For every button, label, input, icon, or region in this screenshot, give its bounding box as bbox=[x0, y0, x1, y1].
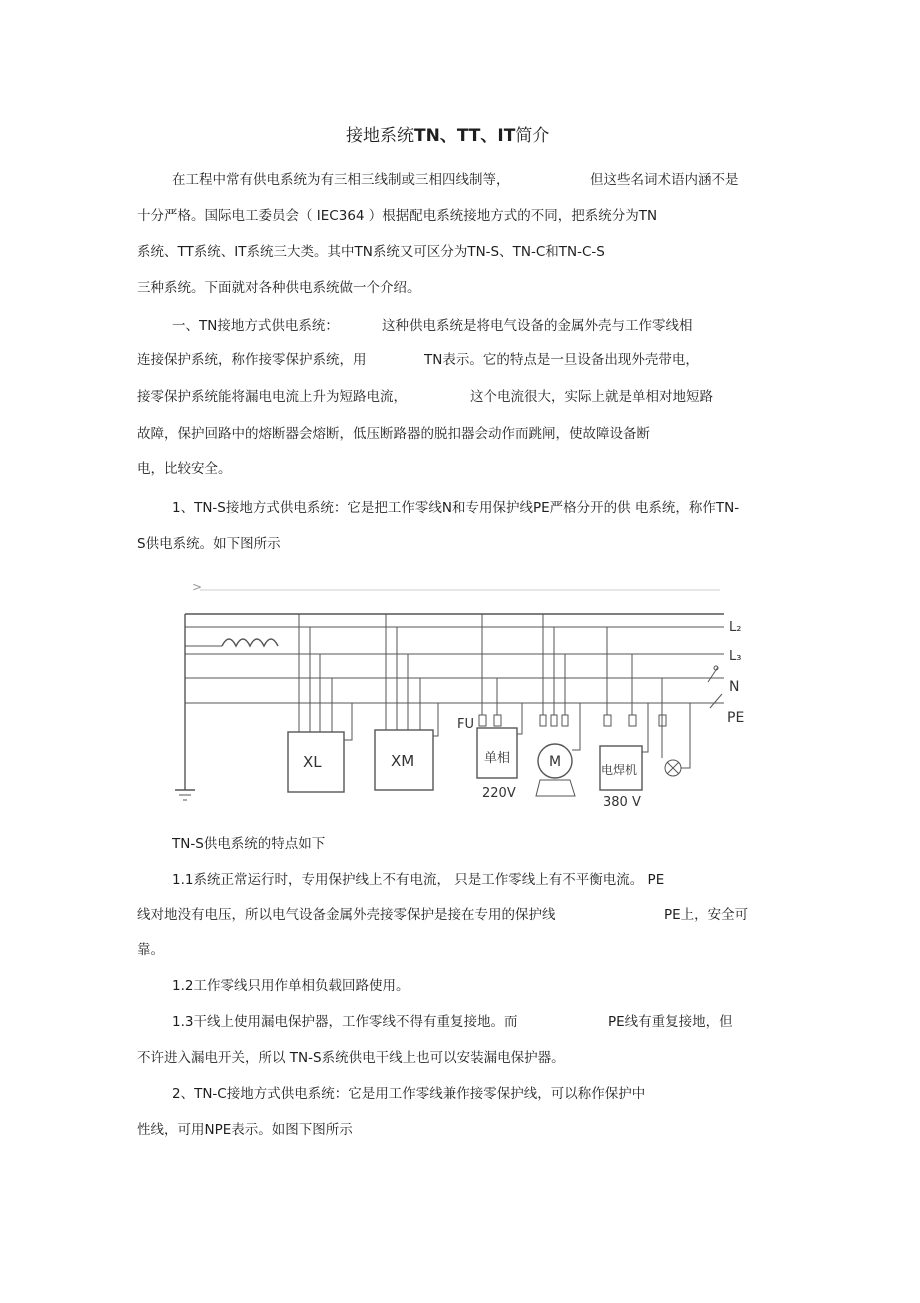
tns-heading: TN-S供电系统的特点如下 bbox=[172, 836, 326, 852]
intro-line-4: 三种系统。下面就对各种供电系统做一个介绍。 bbox=[137, 280, 421, 296]
intro-line-1a: 在工程中常有供电系统为有三相三线制或三相四线制等， bbox=[172, 172, 510, 188]
label-220v: 220V bbox=[482, 786, 516, 801]
lamp-pe-lead bbox=[681, 703, 690, 768]
welder-fuse-2 bbox=[629, 715, 636, 726]
single-phase-fuse-2 bbox=[494, 715, 501, 726]
n-break-mark bbox=[708, 667, 718, 682]
sec1-line-1a: 一、TN接地方式供电系统： bbox=[172, 318, 339, 334]
motor-base bbox=[536, 780, 575, 796]
label-n: N bbox=[729, 679, 740, 695]
tns-1-2: 1.2工作零线只用作单相负载回路使用。 bbox=[172, 978, 410, 994]
diagram-top-mark: > bbox=[192, 580, 203, 594]
sec1-line-5: 电，比较安全。 bbox=[137, 461, 232, 477]
label-380v: 380 V bbox=[603, 795, 641, 810]
title-suffix: 简介 bbox=[515, 126, 550, 146]
title-codes: TN、TT、IT bbox=[414, 126, 516, 146]
welder-pe-lead bbox=[642, 703, 648, 752]
label-l3: L₃ bbox=[729, 649, 742, 664]
xl-pe-lead bbox=[344, 703, 352, 740]
motor-fuse-2 bbox=[551, 715, 557, 726]
sec1-line-4: 故障，保护回路中的熔断器会熔断，低压断路器的脱扣器会动作而跳闸，使故障设备断 bbox=[137, 426, 650, 442]
intro-line-1b: 但这些名词术语内涵不是 bbox=[590, 172, 739, 188]
label-motor: M bbox=[549, 754, 562, 770]
sec1-line-3b: 这个电流很大，实际上就是单相对地短路 bbox=[470, 389, 713, 405]
label-welder: 电焊机 bbox=[601, 763, 638, 777]
sec2-line-1: 2、TN-C接地方式供电系统：它是用工作零线兼作接零保护线，可以称作保护中 bbox=[172, 1086, 646, 1102]
intro-line-2: 十分严格。国际电工委员会（ IEC364 ）根据配电系统接地方式的不同，把系统分为TN bbox=[137, 208, 658, 224]
tns-1-3-line-1b: PE线有重复接地，但 bbox=[608, 1014, 733, 1030]
tns-1-3-line-2: 不许进入漏电开关，所以 TN-S系统供电干线上也可以安装漏电保护器。 bbox=[137, 1050, 565, 1066]
page-title bbox=[346, 126, 549, 146]
single-phase-pe-lead bbox=[517, 703, 522, 734]
label-xm: XM bbox=[391, 752, 415, 770]
sec11-line-1: 1、TN-S接地方式供电系统：它是把工作零线N和专用保护线PE严格分开的供 电系统，称作TN- bbox=[172, 500, 740, 516]
intro-line-3: 系统、TT系统、IT系统三大类。其中TN系统又可区分为TN-S、TN-C和TN-C-S bbox=[137, 244, 605, 260]
tns-1-1-line-2b: PE上，安全可 bbox=[664, 907, 749, 923]
single-phase-fuse-1 bbox=[479, 715, 486, 726]
tns-1-1-line-3: 靠。 bbox=[137, 942, 164, 958]
sec11-line-2: S供电系统。如下图所示 bbox=[137, 536, 281, 552]
pe-break-mark bbox=[710, 694, 722, 708]
tns-1-1-line-1: 1.1系统正常运行时，专用保护线上不有电流， 只是工作零线上有不平衡电流。 PE bbox=[172, 872, 665, 888]
tns-1-1-line-2: 线对地没有电压，所以电气设备金属外壳接零保护是接在专用的保护线 bbox=[137, 907, 556, 923]
motor-pe-lead bbox=[572, 703, 580, 750]
sec1-line-3a: 接零保护系统能将漏电电流上升为短路电流， bbox=[137, 389, 407, 405]
sec1-line-2b: TN表示。它的特点是一旦设备出现外壳带电， bbox=[424, 352, 699, 368]
sec1-line-1b: 这种供电系统是将电气设备的金属外壳与工作零线相 bbox=[382, 318, 693, 334]
xm-pe-lead bbox=[433, 703, 438, 736]
motor-fuse-3 bbox=[562, 715, 568, 726]
label-single-phase: 单相 bbox=[484, 751, 511, 766]
label-fu: FU bbox=[457, 717, 474, 732]
label-xl: XL bbox=[303, 753, 322, 771]
label-pe: PE bbox=[727, 710, 745, 726]
title-prefix: 接地系统 bbox=[346, 126, 414, 146]
source-coil bbox=[222, 639, 278, 646]
label-l2: L₂ bbox=[729, 620, 742, 635]
welder-fuse-1 bbox=[604, 715, 611, 726]
sec1-line-2a: 连接保护系统，称作接零保护系统，用 bbox=[137, 352, 367, 368]
sec2-line-2: 性线，可用NPE表示。如图下图所示 bbox=[137, 1122, 353, 1138]
tns-1-3-line-1a: 1.3干线上使用漏电保护器，工作零线不得有重复接地。而 bbox=[172, 1014, 518, 1030]
motor-fuse-1 bbox=[540, 715, 546, 726]
tn-s-wiring-diagram bbox=[0, 570, 920, 830]
